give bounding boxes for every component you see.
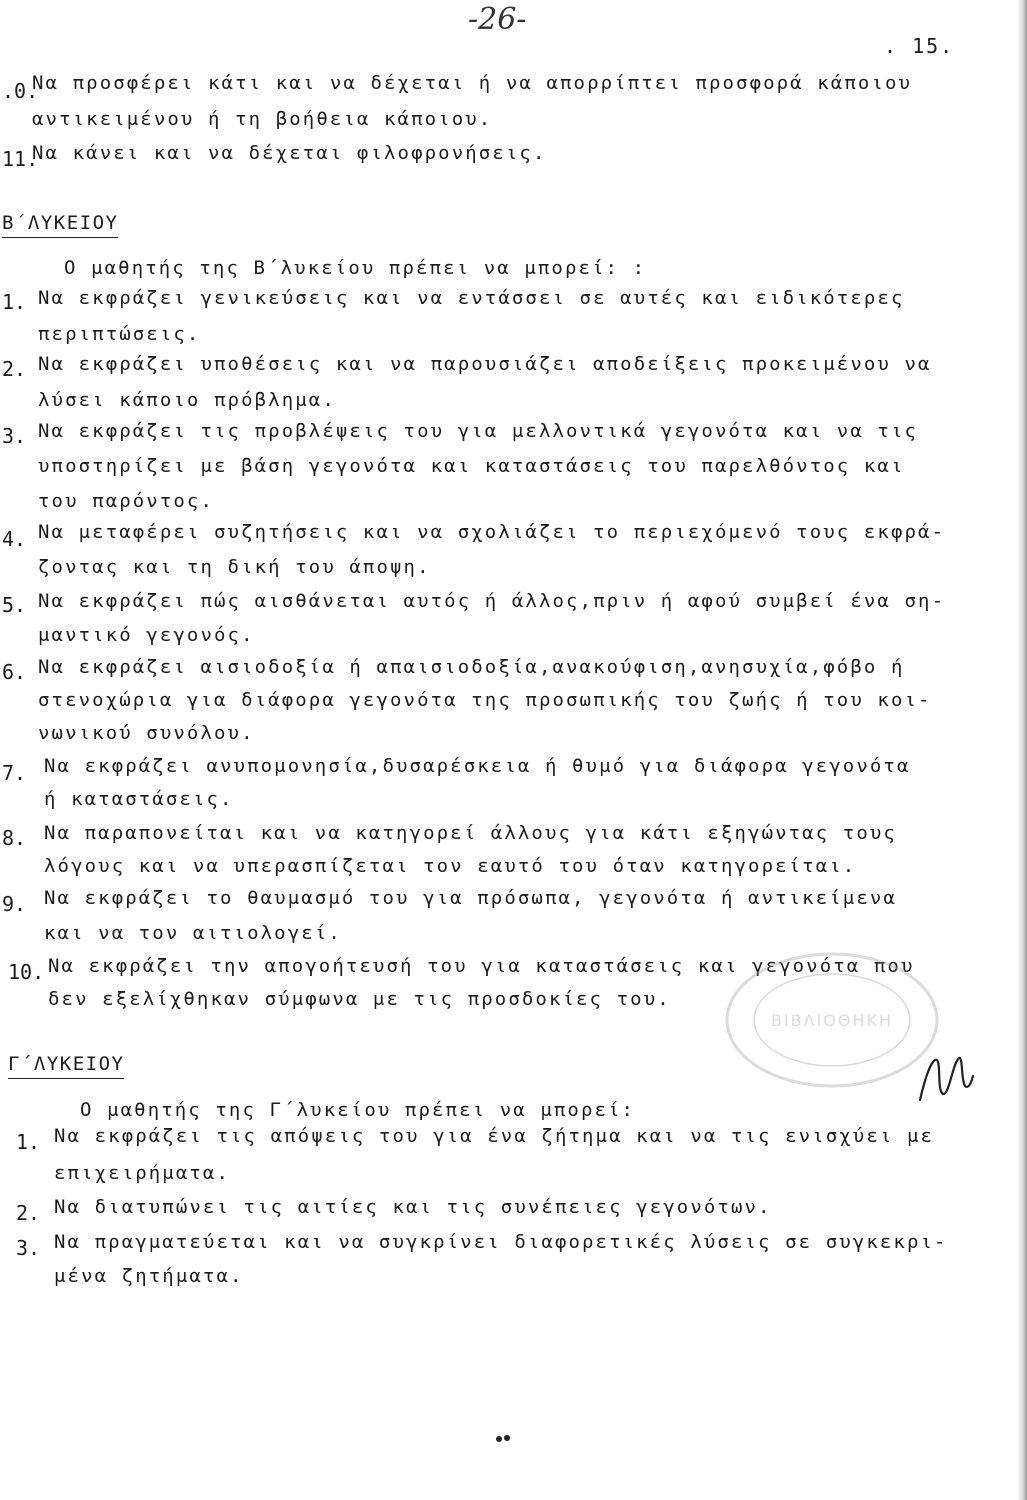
item-number: 7. [2,761,27,785]
item-line: Να εκφράζει γενικεύσεις και να εντάσσει σε αυτές και ειδικότερες [38,287,905,309]
section-heading-b: Β΄ΛΥΚΕΙΟΥ [2,212,118,238]
item-line: Να πραγματεύεται και να συγκρίνει διαφορετικές λύσεις σε συγκεκρι- [54,1231,948,1253]
item-line: στενοχώρια για διάφορα γεγονότα της προσωπικής του ζωής ή του κοι- [38,689,932,711]
item-line: Να εκφράζει ανυπομονησία,δυσαρέσκεια ή θυμό για διάφορα γεγονότα [44,755,911,777]
item-number: 1. [16,1130,41,1154]
item-line: περιπτώσεις. [38,323,201,345]
item-number: 10. [8,960,45,984]
section-intro-c: Ο μαθητής της Γ΄λυκείου πρέπει να μπορεί: [80,1099,636,1121]
item-line: υποστηρίζει με βάση γεγονότα και καταστάσεις του παρελθόντος και [38,455,905,477]
item-number: 2. [2,357,27,381]
item-number: 3. [2,424,27,448]
item-line: Να μεταφέρει συζητήσεις και να σχολιάζει το περιεχόμενό τους εκφρά- [38,521,946,543]
item-number: 5. [2,593,27,617]
item-line: ζοντας και τη δική του άποψη. [38,556,431,578]
item-line: Να εκφράζει τις απόψεις του για ένα ζήτημα και να τις ενισχύει με [54,1125,935,1147]
handwritten-signature [915,1050,975,1105]
item-number: 6. [2,660,27,684]
item-number: 3. [16,1236,41,1260]
bottom-marks [495,1430,515,1449]
item-line: δεν εξελίχθηκαν σύμφωνα με τις προσδοκίες του. [48,988,671,1010]
item-line: μένα ζητήματα. [54,1265,244,1287]
item-line: λύσει κάποιο πρόβλημα. [38,389,336,411]
item-line: Να εκφράζει την απογοήτευσή του για καταστάσεις και γεγονότα που [48,955,915,977]
item-line: Να διατυπώνει τις αιτίες και τις συνέπειες γεγονότων. [54,1196,772,1218]
typed-page-number: . 15. [884,34,955,58]
item-line: Να παραπονείται και να κατηγορεί άλλους για κάτι εξηγώντας τους [44,822,897,844]
section-heading-c: Γ΄ΛΥΚΕΙΟΥ [8,1053,124,1079]
section-intro-b: Ο μαθητής της Β΄λυκείου πρέπει να μπορεί: : [64,257,647,279]
item-number: 1. [2,290,27,314]
item-line: Να εκφράζει το θαυμασμό του για πρόσωπα, γεγονότα ή αντικείμενα [44,887,897,909]
page-edge-shadow [1017,0,1027,1500]
item-line: του παρόντος. [38,490,215,512]
item-number: .0. [2,79,39,103]
item-line: επιχειρήματα. [54,1162,231,1184]
item-line: μαντικό γεγονός. [38,624,255,646]
item-number: 8. [2,826,27,850]
item-line: Να εκφράζει υποθέσεις και να παρουσιάζει αποδείξεις προκειμένου να [38,353,932,375]
item-line: και να τον αιτιολογεί. [44,922,342,944]
item-number: 9. [2,892,27,916]
item-number: 4. [2,527,27,551]
library-stamp [722,950,942,1090]
item-line: Να κάνει και να δέχεται φιλοφρονήσεις. [32,142,547,164]
item-line: Να εκφράζει πώς αισθάνεται αυτός ή άλλος,πριν ή αφού συμβεί ένα ση- [38,590,946,612]
item-line: ή καταστάσεις. [44,788,234,810]
item-line: αντικειμένου ή τη βοήθεια κάποιου. [32,108,493,130]
item-line: Να εκφράζει αισιοδοξία ή απαισιοδοξία,ανακούφιση,ανησυχία,φόβο ή [38,656,905,678]
item-number: 11. [2,147,39,171]
item-number: 2. [16,1201,41,1225]
svg-text:ΒΙΒΛΙΟΘΗΚΗ: ΒΙΒΛΙΟΘΗΚΗ [770,1011,894,1030]
item-line: λόγους και να υπερασπίζεται τον εαυτό του όταν κατηγορείται. [44,855,857,877]
handwritten-page-number: -26- [468,2,527,37]
ink-dots-icon [495,1433,515,1445]
item-line: νωνικού συνόλου. [38,722,255,744]
item-line: Να προσφέρει κάτι και να δέχεται ή να απορρίπτει προσφορά κάποιου [32,72,913,94]
item-line: Να εκφράζει τις προβλέψεις του για μελλοντικά γεγονότα και να τις [38,420,919,442]
